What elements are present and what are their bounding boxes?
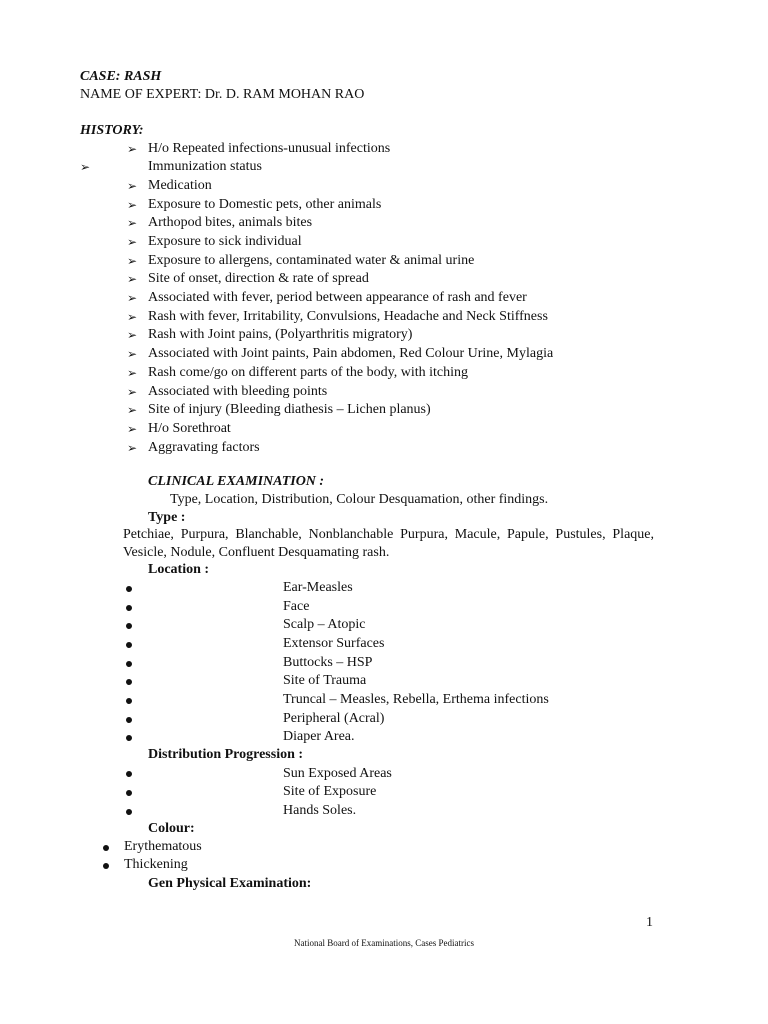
arrow-bullet-icon: ➢: [127, 291, 138, 305]
bullet-dot-icon: [103, 845, 109, 851]
history-item: Associated with fever, period between appearance of rash and fever: [148, 290, 527, 305]
arrow-bullet-icon: ➢: [80, 160, 91, 174]
footer-text: National Board of Examinations, Cases Pediatrics: [294, 938, 474, 948]
location-item: Site of Trauma: [283, 673, 367, 688]
history-heading: HISTORY:: [80, 123, 144, 138]
bullet-dot-icon: [126, 809, 132, 815]
location-heading: Location :: [148, 562, 210, 577]
distribution-item: Hands Soles.: [283, 803, 357, 818]
location-item: Scalp – Atopic: [283, 617, 366, 632]
history-item: Arthopod bites, animals bites: [148, 215, 313, 230]
arrow-bullet-icon: ➢: [127, 403, 138, 417]
distribution-item: Site of Exposure: [283, 784, 377, 799]
gen-physical-heading: Gen Physical Examination:: [148, 876, 312, 891]
history-item: Exposure to sick individual: [148, 234, 302, 249]
case-title: CASE: RASH: [80, 69, 162, 84]
history-item: Rash come/go on different parts of the body, with itching: [148, 365, 468, 380]
bullet-dot-icon: [126, 661, 132, 667]
distribution-heading: Distribution Progression :: [148, 747, 304, 762]
bullet-dot-icon: [126, 698, 132, 704]
arrow-bullet-icon: ➢: [127, 254, 138, 268]
history-item: Associated with Joint paints, Pain abdomen, Red Colour Urine, Mylagia: [148, 346, 554, 361]
bullet-dot-icon: [126, 735, 132, 741]
history-item: Site of injury (Bleeding diathesis – Lichen planus): [148, 402, 431, 417]
arrow-bullet-icon: ➢: [127, 328, 138, 342]
location-item: Truncal – Measles, Rebella, Erthema infections: [283, 692, 549, 707]
location-item: Buttocks – HSP: [283, 655, 373, 670]
history-item: Associated with bleeding points: [148, 384, 328, 399]
bullet-dot-icon: [126, 717, 132, 723]
type-text: Petchiae, Purpura, Blanchable, Nonblanchable Purpura, Macule, Papule, Pustules, Plaque, Vesicle, Nodule, Confluent Desquamating rash.: [123, 527, 654, 560]
colour-item: Erythematous: [124, 839, 202, 854]
arrow-bullet-icon: ➢: [127, 441, 138, 455]
colour-heading: Colour:: [148, 821, 195, 836]
arrow-bullet-icon: ➢: [127, 235, 138, 249]
bullet-dot-icon: [126, 679, 132, 685]
arrow-bullet-icon: ➢: [127, 310, 138, 324]
bullet-dot-icon: [126, 605, 132, 611]
history-item: Exposure to Domestic pets, other animals: [148, 197, 382, 212]
arrow-bullet-icon: ➢: [127, 179, 138, 193]
arrow-bullet-icon: ➢: [127, 422, 138, 436]
history-item: H/o Repeated infections-unusual infections: [148, 141, 391, 156]
location-item: Face: [283, 599, 310, 614]
bullet-dot-icon: [126, 642, 132, 648]
history-item: Aggravating factors: [148, 440, 260, 455]
history-item: Exposure to allergens, contaminated water & animal urine: [148, 253, 475, 268]
location-item: Diaper Area.: [283, 729, 355, 744]
arrow-bullet-icon: ➢: [127, 198, 138, 212]
bullet-dot-icon: [126, 790, 132, 796]
location-item: Ear-Measles: [283, 580, 353, 595]
history-item: Medication: [148, 178, 212, 193]
location-item: Peripheral (Acral): [283, 711, 385, 726]
history-item: Immunization status: [148, 159, 262, 174]
arrow-bullet-icon: ➢: [127, 272, 138, 286]
colour-item: Thickening: [124, 857, 188, 872]
bullet-dot-icon: [126, 586, 132, 592]
distribution-item: Sun Exposed Areas: [283, 766, 392, 781]
bullet-dot-icon: [126, 623, 132, 629]
arrow-bullet-icon: ➢: [127, 347, 138, 361]
type-heading: Type :: [148, 510, 186, 525]
arrow-bullet-icon: ➢: [127, 216, 138, 230]
history-item: Rash with fever, Irritability, Convulsions, Headache and Neck Stiffness: [148, 309, 548, 324]
arrow-bullet-icon: ➢: [127, 142, 138, 156]
expert-name: NAME OF EXPERT: Dr. D. RAM MOHAN RAO: [80, 87, 365, 102]
clinical-heading: CLINICAL EXAMINATION :: [148, 474, 325, 489]
history-item: Site of onset, direction & rate of spread: [148, 271, 369, 286]
arrow-bullet-icon: ➢: [127, 366, 138, 380]
clinical-summary: Type, Location, Distribution, Colour Desquamation, other findings.: [170, 492, 549, 507]
history-item: Rash with Joint pains, (Polyarthritis migratory): [148, 327, 413, 342]
location-item: Extensor Surfaces: [283, 636, 385, 651]
history-item: H/o Sorethroat: [148, 421, 231, 436]
bullet-dot-icon: [126, 771, 132, 777]
page-number: 1: [646, 915, 653, 930]
arrow-bullet-icon: ➢: [127, 385, 138, 399]
bullet-dot-icon: [103, 863, 109, 869]
